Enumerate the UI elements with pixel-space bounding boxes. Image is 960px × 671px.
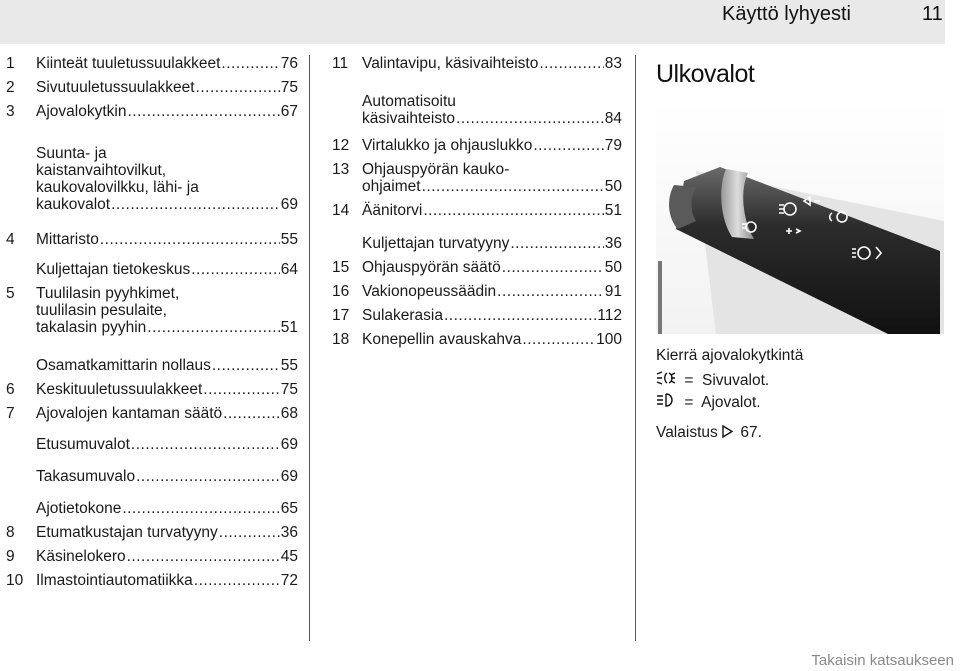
toc-page-link[interactable]: 83 <box>604 55 622 72</box>
dot-leader <box>212 357 280 374</box>
toc-page-link[interactable]: 91 <box>604 283 622 300</box>
reference-line <box>656 424 762 443</box>
toc-page-link[interactable]: 36 <box>604 235 622 252</box>
dot-leader <box>127 548 280 565</box>
toc-page-link[interactable]: 55 <box>280 357 298 374</box>
dot-leader <box>111 196 280 213</box>
legend-equals: = <box>684 394 694 411</box>
toc-entry-text: Ajovalojen kantaman säätö <box>36 405 223 422</box>
dot-leader <box>127 103 279 120</box>
toc-entry-text: Kuljettajan turvatyyny <box>362 235 510 252</box>
toc-entry-text: Tuulilasin pyyhkimet, <box>36 285 180 302</box>
legend-row-headlights <box>656 393 761 412</box>
toc-page-link[interactable]: 36 <box>280 524 298 541</box>
figure-caption: Kierrä ajovalokytkintä <box>656 347 804 364</box>
dot-leader <box>522 331 595 348</box>
toc-entry-number: 1 <box>6 55 15 72</box>
toc-page-link[interactable]: 112 <box>597 307 622 324</box>
dot-leader <box>502 259 604 276</box>
dot-leader <box>221 55 279 72</box>
toc-entry-number: 10 <box>6 572 24 589</box>
legend-equals: = <box>684 372 694 389</box>
toc-page-link[interactable]: 68 <box>280 405 298 422</box>
toc-page-link[interactable]: 84 <box>604 110 622 127</box>
legend-row-side-lights <box>656 371 769 390</box>
dot-leader <box>191 261 280 278</box>
toc-entry-text: Äänitorvi <box>362 202 423 219</box>
toc-entry-text: Etusumuvalot <box>36 436 130 453</box>
dot-leader <box>539 55 603 72</box>
toc-entry-number: 7 <box>6 405 15 422</box>
toc-entry-text: Valintavipu, käsivaihteisto <box>362 55 539 72</box>
dot-leader <box>223 405 280 422</box>
light-switch-photo <box>656 101 944 334</box>
toc-entry-text: Automatisoitu <box>362 93 456 110</box>
toc-entry-text: Keskituuletussuulakkeet <box>36 381 203 398</box>
toc-entry-text: Mittaristo <box>36 231 99 248</box>
column-divider <box>309 55 310 641</box>
toc-entry-number: 9 <box>6 548 15 565</box>
toc-entry-number: 16 <box>332 283 350 300</box>
headlight-icon <box>656 393 680 412</box>
toc-page-link[interactable]: 79 <box>604 137 622 154</box>
dot-leader <box>203 381 279 398</box>
toc-entry-text: Ajovalokytkin <box>36 103 127 120</box>
toc-entry-number: 11 <box>332 55 349 72</box>
toc-entry-text: Osamatkamittarin nollaus <box>36 357 211 374</box>
toc-page-link[interactable]: 55 <box>280 231 298 248</box>
toc-page-link[interactable]: 69 <box>280 436 298 453</box>
toc-entry-text: Sulakerasia <box>362 307 443 324</box>
dot-leader <box>100 231 280 248</box>
toc-entry-number: 18 <box>332 331 350 348</box>
dot-leader <box>423 202 603 219</box>
toc-entry-number: 3 <box>6 103 15 120</box>
back-to-overview-link[interactable]: Takaisin katsaukseen <box>811 652 954 669</box>
dot-leader <box>122 500 279 517</box>
page-reference-arrow-icon <box>722 425 736 443</box>
toc-entry-text: ohjaimet <box>362 178 421 195</box>
toc-entry-number: 14 <box>332 202 350 219</box>
page-header-title: Käyttö lyhyesti <box>722 3 851 25</box>
legend-text-headlights: Ajovalot. <box>701 394 761 411</box>
toc-entry-text: takalasin pyyhin <box>36 319 147 336</box>
dot-leader <box>219 524 280 541</box>
toc-entry-text: Ajotietokone <box>36 500 122 517</box>
section-title: Ulkovalot <box>656 60 755 88</box>
dot-leader <box>136 468 280 485</box>
toc-page-link[interactable]: 65 <box>280 500 298 517</box>
toc-entry-text: Ohjauspyörän säätö <box>362 259 501 276</box>
dot-leader <box>533 137 603 154</box>
side-light-icon <box>656 371 680 390</box>
page-number: 11 <box>922 3 943 25</box>
toc-entry-text: Takasumuvalo <box>36 468 136 485</box>
toc-entry-text: kaukovalovilkku, lähi- ja <box>36 179 199 196</box>
dot-leader <box>147 319 279 336</box>
dot-leader <box>497 283 604 300</box>
toc-entry-text: Suunta- ja <box>36 145 107 162</box>
legend-text-side-lights: Sivuvalot. <box>702 372 770 389</box>
toc-entry-number: 8 <box>6 524 15 541</box>
toc-page-link[interactable]: 69 <box>280 196 298 213</box>
toc-entry-text: Ilmastointiautomatiikka <box>36 572 193 589</box>
toc-page-link[interactable]: 45 <box>280 548 298 565</box>
toc-entry-text: kaistanvaihtovilkut, <box>36 162 167 179</box>
toc-entry-number: 5 <box>6 285 15 302</box>
toc-entry-number: 12 <box>332 137 350 154</box>
toc-page-link[interactable]: 51 <box>604 202 622 219</box>
toc-entry-text: Sivutuuletussuulakkeet <box>36 79 195 96</box>
dot-leader <box>131 436 280 453</box>
column-divider <box>635 55 636 641</box>
toc-entry-text: tuulilasin pesulaite, <box>36 302 167 319</box>
toc-entry-number: 17 <box>332 307 350 324</box>
toc-entry-number: 4 <box>6 231 15 248</box>
light-stalk-illustration <box>656 101 944 334</box>
toc-entry-text: Kuljettajan tietokeskus <box>36 261 191 278</box>
toc-page-link[interactable]: 69 <box>280 468 298 485</box>
toc-entry-text: Käsinelokero <box>36 548 126 565</box>
toc-entry-text: Virtalukko ja ohjauslukko <box>362 137 533 154</box>
dot-leader <box>444 307 596 324</box>
toc-page-link[interactable]: 50 <box>604 259 622 276</box>
toc-entry-number: 6 <box>6 381 15 398</box>
toc-entry-text: Konepellin avauskahva <box>362 331 522 348</box>
toc-page-link[interactable]: 100 <box>596 331 622 348</box>
toc-page-link[interactable]: 64 <box>280 261 298 278</box>
reference-page[interactable]: 67. <box>740 424 762 441</box>
toc-entry-number: 15 <box>332 259 350 276</box>
dot-leader <box>422 178 604 195</box>
toc-entry-text: käsivaihteisto <box>362 110 456 127</box>
toc-entry-text: Vakionopeussäädin <box>362 283 497 300</box>
toc-entry-text: kaukovalot <box>36 196 111 213</box>
toc-page-link[interactable]: 76 <box>280 55 298 72</box>
toc-entry-number: 2 <box>6 79 15 96</box>
dot-leader <box>456 110 604 127</box>
dot-leader <box>510 235 603 252</box>
toc-page-link[interactable]: 67 <box>280 103 298 120</box>
toc-page-link[interactable]: 75 <box>280 381 298 398</box>
toc-entry-text: Kiinteät tuuletussuulakkeet <box>36 55 221 72</box>
reference-label: Valaistus <box>656 424 718 441</box>
toc-entry-text: Etumatkustajan turvatyyny <box>36 524 218 541</box>
dot-leader <box>194 572 280 589</box>
dot-leader <box>196 79 280 96</box>
toc-entry-number: 13 <box>332 161 350 178</box>
toc-page-link[interactable]: 72 <box>280 572 298 589</box>
toc-entry-text: Ohjauspyörän kauko- <box>362 161 510 178</box>
toc-page-link[interactable]: 75 <box>280 79 298 96</box>
toc-page-link[interactable]: 51 <box>280 319 298 336</box>
toc-page-link[interactable]: 50 <box>604 178 622 195</box>
